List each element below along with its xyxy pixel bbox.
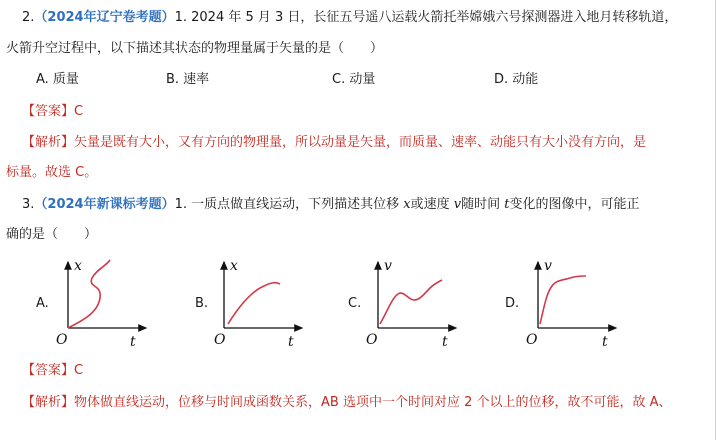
q2-analysis-label: 【解析】 — [22, 135, 75, 150]
q3-text1c: 随时间 — [461, 197, 505, 212]
graph-b-x-label: t — [288, 334, 294, 350]
q2-answer — [22, 103, 83, 121]
graph-b-label: B. — [195, 296, 209, 311]
q2-text1: 1. 2024 年 5 月 3 日，长征五号遥八运载火箭托举嫦娥六号探测器进入地月转移轨道， — [174, 10, 678, 25]
q3-var-x: x — [403, 197, 411, 212]
q3-answer — [22, 362, 83, 380]
q3-analysis-text1: 物体做直线运动，位移与时间成函数关系，AB 选项中一个时间对应 2 个以上的位移，故不可能，故 A、 — [74, 395, 672, 410]
q2-analysis-text1: 矢量是既有大小，又有方向的物理量，所以动量是矢量，而质量、速率、动能只有大小没有方向，是 — [74, 135, 647, 150]
q3-var-v: v — [453, 197, 462, 212]
q2-option-d: D. 动能 — [494, 72, 539, 87]
graph-a-label: A. — [36, 296, 49, 311]
q3-var-t: t — [504, 197, 510, 212]
graph-a-y-label: x — [74, 258, 82, 274]
q3-text1b: 或速度 — [410, 197, 454, 212]
graph-d-curve — [540, 276, 586, 324]
graph-c-label: C. — [348, 296, 362, 311]
graph-d-y-label: v — [544, 258, 552, 274]
graph-a — [54, 254, 154, 350]
q2-answer-value: C — [74, 104, 84, 119]
graph-b — [210, 254, 310, 350]
graph-c — [364, 254, 464, 350]
q3-analysis-line1 — [22, 394, 672, 412]
q2-stem-line2: 火箭升空过程中，以下描述其状态的物理量属于矢量的是（ ） — [6, 41, 384, 56]
q2-answer-label: 【答案】 — [22, 104, 75, 119]
q3-stem-line2: 确的是（ ） — [6, 227, 98, 242]
graph-c-x-label: t — [442, 334, 448, 350]
graph-d — [524, 254, 624, 350]
q3-analysis-label: 【解析】 — [22, 395, 75, 410]
q2-option-a: A. 质量 — [36, 72, 79, 87]
graph-c-curve — [380, 280, 442, 324]
q2-analysis-line2: 标量。故选 C。 — [6, 165, 98, 180]
q2-source: （2024年辽宁卷考题） — [34, 10, 175, 25]
graph-a-origin: O — [56, 332, 68, 348]
q2-stem-line1 — [22, 9, 677, 27]
q2-analysis-line1 — [22, 134, 646, 152]
graph-d-origin: O — [526, 332, 538, 348]
graph-d-x-label: t — [602, 334, 608, 350]
q3-number: 3. — [22, 197, 35, 212]
q3-text1a: 1. 一质点做直线运动，下列描述其位移 — [174, 197, 404, 212]
graph-b-origin: O — [214, 332, 226, 348]
graph-c-origin: O — [366, 332, 378, 348]
graph-c-y-label: v — [384, 258, 392, 274]
q3-stem-line1 — [22, 196, 640, 214]
graph-b-y-label: x — [230, 258, 238, 274]
q2-number: 2. — [22, 10, 35, 25]
q3-answer-label: 【答案】 — [22, 363, 75, 378]
graph-b-curve — [228, 283, 280, 324]
q2-option-c: C. 动量 — [332, 72, 376, 87]
q3-answer-value: C — [74, 363, 84, 378]
graph-a-x-label: t — [130, 334, 136, 350]
graph-d-label: D. — [505, 296, 520, 311]
q2-option-b: B. 速率 — [166, 72, 210, 87]
q3-text1d: 变化的图像中，可能正 — [509, 197, 640, 212]
q3-source: （2024年新课标考题） — [34, 197, 175, 212]
